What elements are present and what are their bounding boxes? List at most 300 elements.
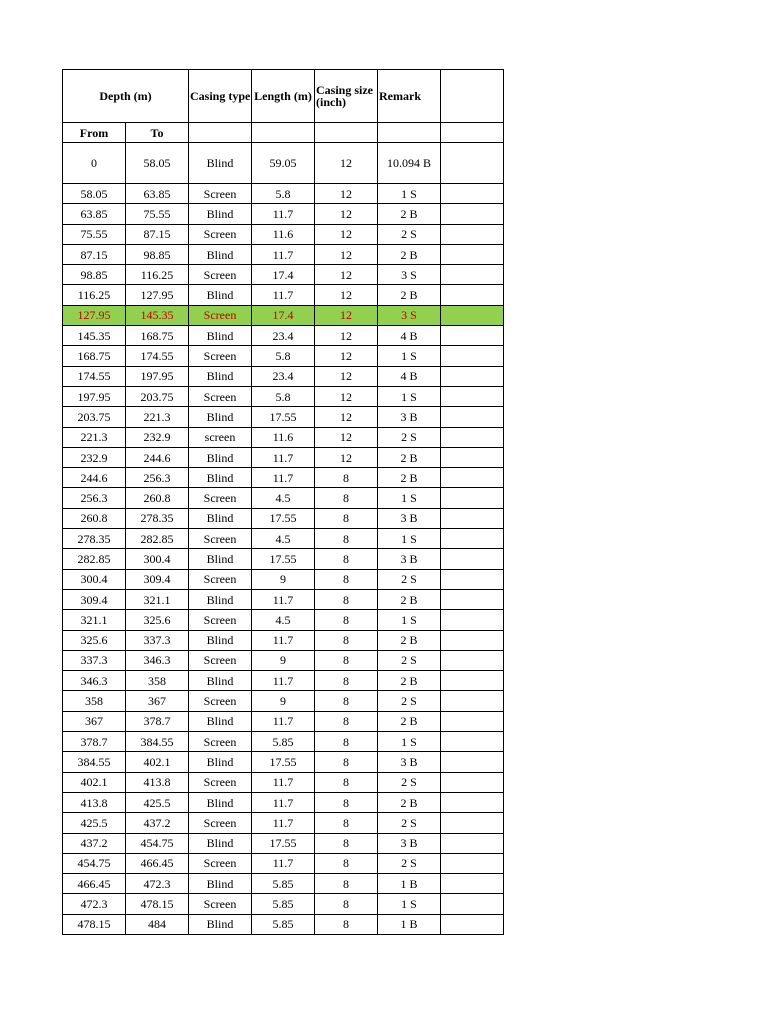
subheader-empty-cell[interactable] — [378, 123, 441, 143]
subheader-empty-cell[interactable] — [252, 123, 315, 143]
cell-to[interactable]: 309.4 — [126, 569, 189, 589]
cell-empty[interactable] — [441, 305, 504, 325]
header-to[interactable]: To — [126, 123, 189, 143]
cell-casing-type[interactable]: Blind — [189, 244, 252, 264]
cell-remark[interactable]: 2 B — [378, 447, 441, 467]
cell-from[interactable]: 168.75 — [63, 346, 126, 366]
cell-casing-size[interactable]: 8 — [315, 853, 378, 873]
header-length[interactable]: Length (m) — [252, 70, 315, 123]
cell-from[interactable]: 478.15 — [63, 914, 126, 934]
cell-casing-size[interactable]: 8 — [315, 529, 378, 549]
cell-length[interactable]: 4.5 — [252, 610, 315, 630]
cell-to[interactable]: 378.7 — [126, 711, 189, 731]
cell-length[interactable]: 11.7 — [252, 772, 315, 792]
cell-to[interactable]: 402.1 — [126, 752, 189, 772]
cell-length[interactable]: 11.7 — [252, 589, 315, 609]
cell-remark[interactable]: 3 B — [378, 752, 441, 772]
cell-length[interactable]: 11.7 — [252, 853, 315, 873]
cell-from[interactable]: 87.15 — [63, 244, 126, 264]
cell-from[interactable]: 127.95 — [63, 305, 126, 325]
cell-to[interactable]: 98.85 — [126, 244, 189, 264]
table-row — [63, 853, 504, 873]
cell-remark[interactable]: 1 B — [378, 874, 441, 894]
cell-to[interactable]: 321.1 — [126, 589, 189, 609]
header-remark[interactable]: Remark — [378, 70, 441, 123]
cell-remark[interactable]: 2 S — [378, 853, 441, 873]
cell-to[interactable]: 58.05 — [126, 143, 189, 184]
cell-to[interactable]: 384.55 — [126, 732, 189, 752]
cell-remark[interactable]: 4 B — [378, 366, 441, 386]
cell-empty[interactable] — [441, 407, 504, 427]
cell-from[interactable]: 309.4 — [63, 589, 126, 609]
cell-empty[interactable] — [441, 711, 504, 731]
cell-casing-size[interactable]: 12 — [315, 305, 378, 325]
cell-casing-type[interactable]: Screen — [189, 650, 252, 670]
cell-casing-size[interactable]: 8 — [315, 813, 378, 833]
cell-casing-size[interactable]: 12 — [315, 143, 378, 184]
table-row — [63, 386, 504, 406]
cell-to[interactable]: 325.6 — [126, 610, 189, 630]
cell-empty[interactable] — [441, 346, 504, 366]
cell-casing-type[interactable]: Screen — [189, 813, 252, 833]
cell-casing-size[interactable]: 8 — [315, 549, 378, 569]
cell-empty[interactable] — [441, 244, 504, 264]
cell-empty[interactable] — [441, 732, 504, 752]
cell-casing-type[interactable]: Blind — [189, 508, 252, 528]
cell-remark[interactable]: 1 S — [378, 386, 441, 406]
cell-casing-size[interactable]: 8 — [315, 569, 378, 589]
cell-length[interactable]: 17.4 — [252, 265, 315, 285]
cell-length[interactable]: 5.85 — [252, 732, 315, 752]
cell-casing-type[interactable]: Blind — [189, 792, 252, 812]
cell-empty[interactable] — [441, 752, 504, 772]
cell-length[interactable]: 11.7 — [252, 285, 315, 305]
cell-casing-size[interactable]: 8 — [315, 671, 378, 691]
cell-empty[interactable] — [441, 569, 504, 589]
cell-remark[interactable]: 1 S — [378, 894, 441, 914]
cell-length[interactable]: 5.8 — [252, 386, 315, 406]
cell-empty[interactable] — [441, 508, 504, 528]
cell-to[interactable]: 478.15 — [126, 894, 189, 914]
cell-casing-type[interactable]: Blind — [189, 914, 252, 934]
cell-casing-type[interactable]: Blind — [189, 549, 252, 569]
cell-remark[interactable]: 2 B — [378, 711, 441, 731]
cell-casing-type[interactable]: Screen — [189, 610, 252, 630]
header-empty-cell[interactable] — [441, 70, 504, 123]
table-row — [63, 711, 504, 731]
table-row — [63, 204, 504, 224]
cell-casing-type[interactable]: Screen — [189, 691, 252, 711]
cell-from[interactable]: 413.8 — [63, 792, 126, 812]
cell-from[interactable]: 232.9 — [63, 447, 126, 467]
cell-length[interactable]: 11.7 — [252, 204, 315, 224]
cell-remark[interactable]: 2 B — [378, 204, 441, 224]
cell-remark[interactable]: 2 B — [378, 630, 441, 650]
cell-casing-type[interactable]: Blind — [189, 143, 252, 184]
cell-empty[interactable] — [441, 549, 504, 569]
cell-from[interactable]: 203.75 — [63, 407, 126, 427]
table-row — [63, 630, 504, 650]
cell-empty[interactable] — [441, 914, 504, 934]
cell-remark[interactable]: 2 B — [378, 468, 441, 488]
cell-remark[interactable]: 2 S — [378, 772, 441, 792]
cell-casing-type[interactable]: screen — [189, 427, 252, 447]
cell-to[interactable]: 413.8 — [126, 772, 189, 792]
cell-to[interactable]: 466.45 — [126, 853, 189, 873]
cell-from[interactable]: 454.75 — [63, 853, 126, 873]
cell-empty[interactable] — [441, 813, 504, 833]
cell-from[interactable]: 337.3 — [63, 650, 126, 670]
cell-to[interactable]: 260.8 — [126, 488, 189, 508]
cell-casing-size[interactable]: 12 — [315, 326, 378, 346]
cell-from[interactable]: 358 — [63, 691, 126, 711]
cell-from[interactable]: 472.3 — [63, 894, 126, 914]
table-row — [63, 691, 504, 711]
cell-casing-size[interactable]: 12 — [315, 346, 378, 366]
subheader-empty-cell[interactable] — [441, 123, 504, 143]
subheader-empty-cell[interactable] — [189, 123, 252, 143]
cell-length[interactable]: 17.55 — [252, 407, 315, 427]
cell-to[interactable]: 278.35 — [126, 508, 189, 528]
cell-empty[interactable] — [441, 184, 504, 204]
table-row — [63, 549, 504, 569]
cell-empty[interactable] — [441, 691, 504, 711]
cell-from[interactable]: 256.3 — [63, 488, 126, 508]
cell-length[interactable]: 4.5 — [252, 488, 315, 508]
cell-length[interactable]: 17.55 — [252, 508, 315, 528]
cell-casing-size[interactable]: 8 — [315, 732, 378, 752]
table-row — [63, 569, 504, 589]
table-row — [63, 732, 504, 752]
cell-length[interactable]: 59.05 — [252, 143, 315, 184]
cell-casing-type[interactable]: Blind — [189, 326, 252, 346]
cell-casing-type[interactable]: Blind — [189, 468, 252, 488]
cell-casing-size[interactable]: 12 — [315, 224, 378, 244]
cell-casing-type[interactable]: Screen — [189, 569, 252, 589]
cell-length[interactable]: 5.85 — [252, 914, 315, 934]
cell-casing-type[interactable]: Blind — [189, 711, 252, 731]
cell-remark[interactable]: 1 S — [378, 346, 441, 366]
cell-casing-size[interactable]: 12 — [315, 285, 378, 305]
cell-to[interactable]: 127.95 — [126, 285, 189, 305]
cell-to[interactable]: 454.75 — [126, 833, 189, 853]
cell-to[interactable]: 221.3 — [126, 407, 189, 427]
cell-length[interactable]: 11.7 — [252, 630, 315, 650]
cell-casing-type[interactable]: Screen — [189, 184, 252, 204]
cell-casing-size[interactable]: 8 — [315, 650, 378, 670]
cell-empty[interactable] — [441, 326, 504, 346]
cell-casing-type[interactable]: Blind — [189, 447, 252, 467]
cell-remark[interactable]: 2 B — [378, 244, 441, 264]
table-row — [63, 346, 504, 366]
cell-from[interactable]: 378.7 — [63, 732, 126, 752]
cell-length[interactable]: 11.6 — [252, 224, 315, 244]
cell-casing-type[interactable]: Screen — [189, 732, 252, 752]
cell-casing-type[interactable]: Blind — [189, 366, 252, 386]
cell-to[interactable]: 300.4 — [126, 549, 189, 569]
cell-length[interactable]: 17.55 — [252, 549, 315, 569]
table-row — [63, 265, 504, 285]
cell-casing-type[interactable]: Screen — [189, 265, 252, 285]
cell-from[interactable]: 321.1 — [63, 610, 126, 630]
cell-remark[interactable]: 3 B — [378, 407, 441, 427]
cell-to[interactable]: 87.15 — [126, 224, 189, 244]
cell-casing-type[interactable]: Screen — [189, 853, 252, 873]
cell-remark[interactable]: 2 B — [378, 589, 441, 609]
cell-length[interactable]: 5.8 — [252, 184, 315, 204]
cell-from[interactable]: 437.2 — [63, 833, 126, 853]
cell-remark[interactable]: 1 S — [378, 732, 441, 752]
cell-length[interactable]: 11.7 — [252, 792, 315, 812]
table-row — [63, 244, 504, 264]
table-row — [63, 589, 504, 609]
cell-remark[interactable]: 1 B — [378, 914, 441, 934]
cell-remark[interactable]: 1 S — [378, 184, 441, 204]
cell-empty[interactable] — [441, 427, 504, 447]
cell-empty[interactable] — [441, 224, 504, 244]
cell-from[interactable]: 244.6 — [63, 468, 126, 488]
cell-empty[interactable] — [441, 285, 504, 305]
cell-casing-size[interactable]: 8 — [315, 752, 378, 772]
cell-casing-size[interactable]: 12 — [315, 386, 378, 406]
cell-to[interactable]: 346.3 — [126, 650, 189, 670]
cell-from[interactable]: 63.85 — [63, 204, 126, 224]
cell-casing-size[interactable]: 8 — [315, 914, 378, 934]
cell-casing-size[interactable]: 8 — [315, 691, 378, 711]
cell-from[interactable]: 300.4 — [63, 569, 126, 589]
cell-empty[interactable] — [441, 447, 504, 467]
cell-remark[interactable]: 1 S — [378, 529, 441, 549]
cell-remark[interactable]: 4 B — [378, 326, 441, 346]
cell-empty[interactable] — [441, 894, 504, 914]
cell-empty[interactable] — [441, 529, 504, 549]
cell-casing-size[interactable]: 8 — [315, 792, 378, 812]
cell-casing-type[interactable]: Blind — [189, 752, 252, 772]
table-row — [63, 285, 504, 305]
cell-casing-size[interactable]: 12 — [315, 407, 378, 427]
cell-to[interactable]: 337.3 — [126, 630, 189, 650]
cell-length[interactable]: 11.7 — [252, 447, 315, 467]
header-casing-size[interactable]: Casing size (inch) — [315, 70, 378, 123]
cell-length[interactable]: 17.55 — [252, 833, 315, 853]
cell-remark[interactable]: 3 B — [378, 833, 441, 853]
cell-to[interactable]: 367 — [126, 691, 189, 711]
cell-to[interactable]: 203.75 — [126, 386, 189, 406]
cell-remark[interactable]: 2 S — [378, 650, 441, 670]
table-row — [63, 914, 504, 934]
cell-remark[interactable]: 1 S — [378, 610, 441, 630]
cell-remark[interactable]: 2 S — [378, 427, 441, 447]
cell-casing-size[interactable]: 8 — [315, 874, 378, 894]
cell-remark[interactable]: 2 S — [378, 224, 441, 244]
cell-empty[interactable] — [441, 874, 504, 894]
cell-casing-size[interactable]: 12 — [315, 366, 378, 386]
cell-casing-type[interactable]: Screen — [189, 346, 252, 366]
cell-from[interactable]: 384.55 — [63, 752, 126, 772]
cell-from[interactable]: 75.55 — [63, 224, 126, 244]
cell-empty[interactable] — [441, 488, 504, 508]
cell-to[interactable]: 358 — [126, 671, 189, 691]
cell-casing-size[interactable]: 8 — [315, 508, 378, 528]
cell-casing-type[interactable]: Screen — [189, 529, 252, 549]
cell-length[interactable]: 11.7 — [252, 468, 315, 488]
cell-casing-size[interactable]: 8 — [315, 488, 378, 508]
cell-remark[interactable]: 2 S — [378, 813, 441, 833]
cell-empty[interactable] — [441, 650, 504, 670]
cell-casing-size[interactable]: 12 — [315, 265, 378, 285]
cell-remark[interactable]: 1 S — [378, 488, 441, 508]
cell-to[interactable]: 197.95 — [126, 366, 189, 386]
cell-casing-type[interactable]: Blind — [189, 589, 252, 609]
cell-to[interactable]: 75.55 — [126, 204, 189, 224]
cell-from[interactable]: 116.25 — [63, 285, 126, 305]
cell-empty[interactable] — [441, 589, 504, 609]
cell-casing-size[interactable]: 8 — [315, 833, 378, 853]
subheader-empty-cell[interactable] — [315, 123, 378, 143]
cell-length[interactable]: 9 — [252, 569, 315, 589]
cell-length[interactable]: 5.85 — [252, 894, 315, 914]
cell-empty[interactable] — [441, 610, 504, 630]
cell-from[interactable]: 221.3 — [63, 427, 126, 447]
cell-from[interactable]: 466.45 — [63, 874, 126, 894]
cell-casing-size[interactable]: 8 — [315, 610, 378, 630]
cell-length[interactable]: 9 — [252, 691, 315, 711]
cell-empty[interactable] — [441, 630, 504, 650]
cell-empty[interactable] — [441, 386, 504, 406]
cell-to[interactable]: 116.25 — [126, 265, 189, 285]
cell-length[interactable]: 5.85 — [252, 874, 315, 894]
table-row — [63, 650, 504, 670]
cell-to[interactable]: 437.2 — [126, 813, 189, 833]
cell-length[interactable]: 11.7 — [252, 711, 315, 731]
cell-remark[interactable]: 3 S — [378, 265, 441, 285]
cell-from[interactable]: 346.3 — [63, 671, 126, 691]
cell-to[interactable]: 145.35 — [126, 305, 189, 325]
cell-length[interactable]: 11.7 — [252, 244, 315, 264]
cell-casing-size[interactable]: 12 — [315, 244, 378, 264]
cell-to[interactable]: 63.85 — [126, 184, 189, 204]
cell-from[interactable]: 325.6 — [63, 630, 126, 650]
header-depth[interactable]: Depth (m) — [63, 70, 189, 123]
cell-length[interactable]: 11.7 — [252, 671, 315, 691]
cell-remark[interactable]: 2 B — [378, 792, 441, 812]
table-row — [63, 143, 504, 184]
cell-from[interactable]: 145.35 — [63, 326, 126, 346]
cell-casing-type[interactable]: Screen — [189, 305, 252, 325]
cell-empty[interactable] — [441, 792, 504, 812]
cell-to[interactable]: 244.6 — [126, 447, 189, 467]
cell-to[interactable]: 256.3 — [126, 468, 189, 488]
cell-length[interactable]: 11.7 — [252, 813, 315, 833]
cell-to[interactable]: 484 — [126, 914, 189, 934]
cell-remark[interactable]: 3 S — [378, 305, 441, 325]
cell-length[interactable]: 23.4 — [252, 326, 315, 346]
cell-to[interactable]: 168.75 — [126, 326, 189, 346]
cell-empty[interactable] — [441, 772, 504, 792]
cell-to[interactable]: 472.3 — [126, 874, 189, 894]
cell-from[interactable]: 0 — [63, 143, 126, 184]
table-row — [63, 508, 504, 528]
cell-remark[interactable]: 2 B — [378, 671, 441, 691]
cell-remark[interactable]: 2 S — [378, 569, 441, 589]
cell-casing-type[interactable]: Blind — [189, 833, 252, 853]
cell-remark[interactable]: 3 B — [378, 549, 441, 569]
cell-from[interactable]: 174.55 — [63, 366, 126, 386]
cell-remark[interactable]: 2 B — [378, 285, 441, 305]
cell-casing-size[interactable]: 12 — [315, 184, 378, 204]
table-row — [63, 468, 504, 488]
table-row — [63, 224, 504, 244]
cell-from[interactable]: 425.5 — [63, 813, 126, 833]
cell-length[interactable]: 9 — [252, 650, 315, 670]
cell-casing-size[interactable]: 8 — [315, 589, 378, 609]
cell-from[interactable]: 260.8 — [63, 508, 126, 528]
cell-casing-type[interactable]: Screen — [189, 772, 252, 792]
cell-casing-size[interactable]: 8 — [315, 772, 378, 792]
header-casing-type[interactable]: Casing type — [189, 70, 252, 123]
cell-empty[interactable] — [441, 853, 504, 873]
cell-from[interactable]: 278.35 — [63, 529, 126, 549]
cell-from[interactable]: 367 — [63, 711, 126, 731]
cell-remark[interactable]: 3 B — [378, 508, 441, 528]
cell-from[interactable]: 58.05 — [63, 184, 126, 204]
cell-casing-size[interactable]: 8 — [315, 468, 378, 488]
cell-length[interactable]: 4.5 — [252, 529, 315, 549]
cell-casing-size[interactable]: 12 — [315, 447, 378, 467]
cell-casing-type[interactable]: Blind — [189, 204, 252, 224]
cell-casing-size[interactable]: 12 — [315, 427, 378, 447]
cell-remark[interactable]: 10.094 B — [378, 143, 441, 184]
cell-from[interactable]: 98.85 — [63, 265, 126, 285]
cell-casing-size[interactable]: 8 — [315, 630, 378, 650]
cell-casing-type[interactable]: Blind — [189, 407, 252, 427]
cell-length[interactable]: 11.6 — [252, 427, 315, 447]
cell-from[interactable]: 282.85 — [63, 549, 126, 569]
cell-to[interactable]: 425.5 — [126, 792, 189, 812]
cell-from[interactable]: 197.95 — [63, 386, 126, 406]
cell-casing-size[interactable]: 8 — [315, 711, 378, 731]
cell-casing-type[interactable]: Blind — [189, 630, 252, 650]
cell-from[interactable]: 402.1 — [63, 772, 126, 792]
cell-casing-type[interactable]: Blind — [189, 285, 252, 305]
cell-empty[interactable] — [441, 204, 504, 224]
cell-to[interactable]: 174.55 — [126, 346, 189, 366]
cell-casing-type[interactable]: Screen — [189, 386, 252, 406]
cell-empty[interactable] — [441, 366, 504, 386]
cell-casing-size[interactable]: 12 — [315, 204, 378, 224]
cell-remark[interactable]: 2 S — [378, 691, 441, 711]
table-row — [63, 792, 504, 812]
cell-casing-size[interactable]: 8 — [315, 894, 378, 914]
cell-casing-type[interactable]: Blind — [189, 671, 252, 691]
cell-empty[interactable] — [441, 265, 504, 285]
header-from[interactable]: From — [63, 123, 126, 143]
cell-empty[interactable] — [441, 671, 504, 691]
cell-to[interactable]: 232.9 — [126, 427, 189, 447]
cell-to[interactable]: 282.85 — [126, 529, 189, 549]
cell-length[interactable]: 5.8 — [252, 346, 315, 366]
cell-casing-type[interactable]: Screen — [189, 488, 252, 508]
cell-casing-type[interactable]: Blind — [189, 874, 252, 894]
cell-empty[interactable] — [441, 468, 504, 488]
cell-casing-type[interactable]: Screen — [189, 224, 252, 244]
cell-empty[interactable] — [441, 833, 504, 853]
cell-casing-type[interactable]: Screen — [189, 894, 252, 914]
cell-empty[interactable] — [441, 143, 504, 184]
cell-length[interactable]: 17.4 — [252, 305, 315, 325]
cell-length[interactable]: 17.55 — [252, 752, 315, 772]
cell-length[interactable]: 23.4 — [252, 366, 315, 386]
